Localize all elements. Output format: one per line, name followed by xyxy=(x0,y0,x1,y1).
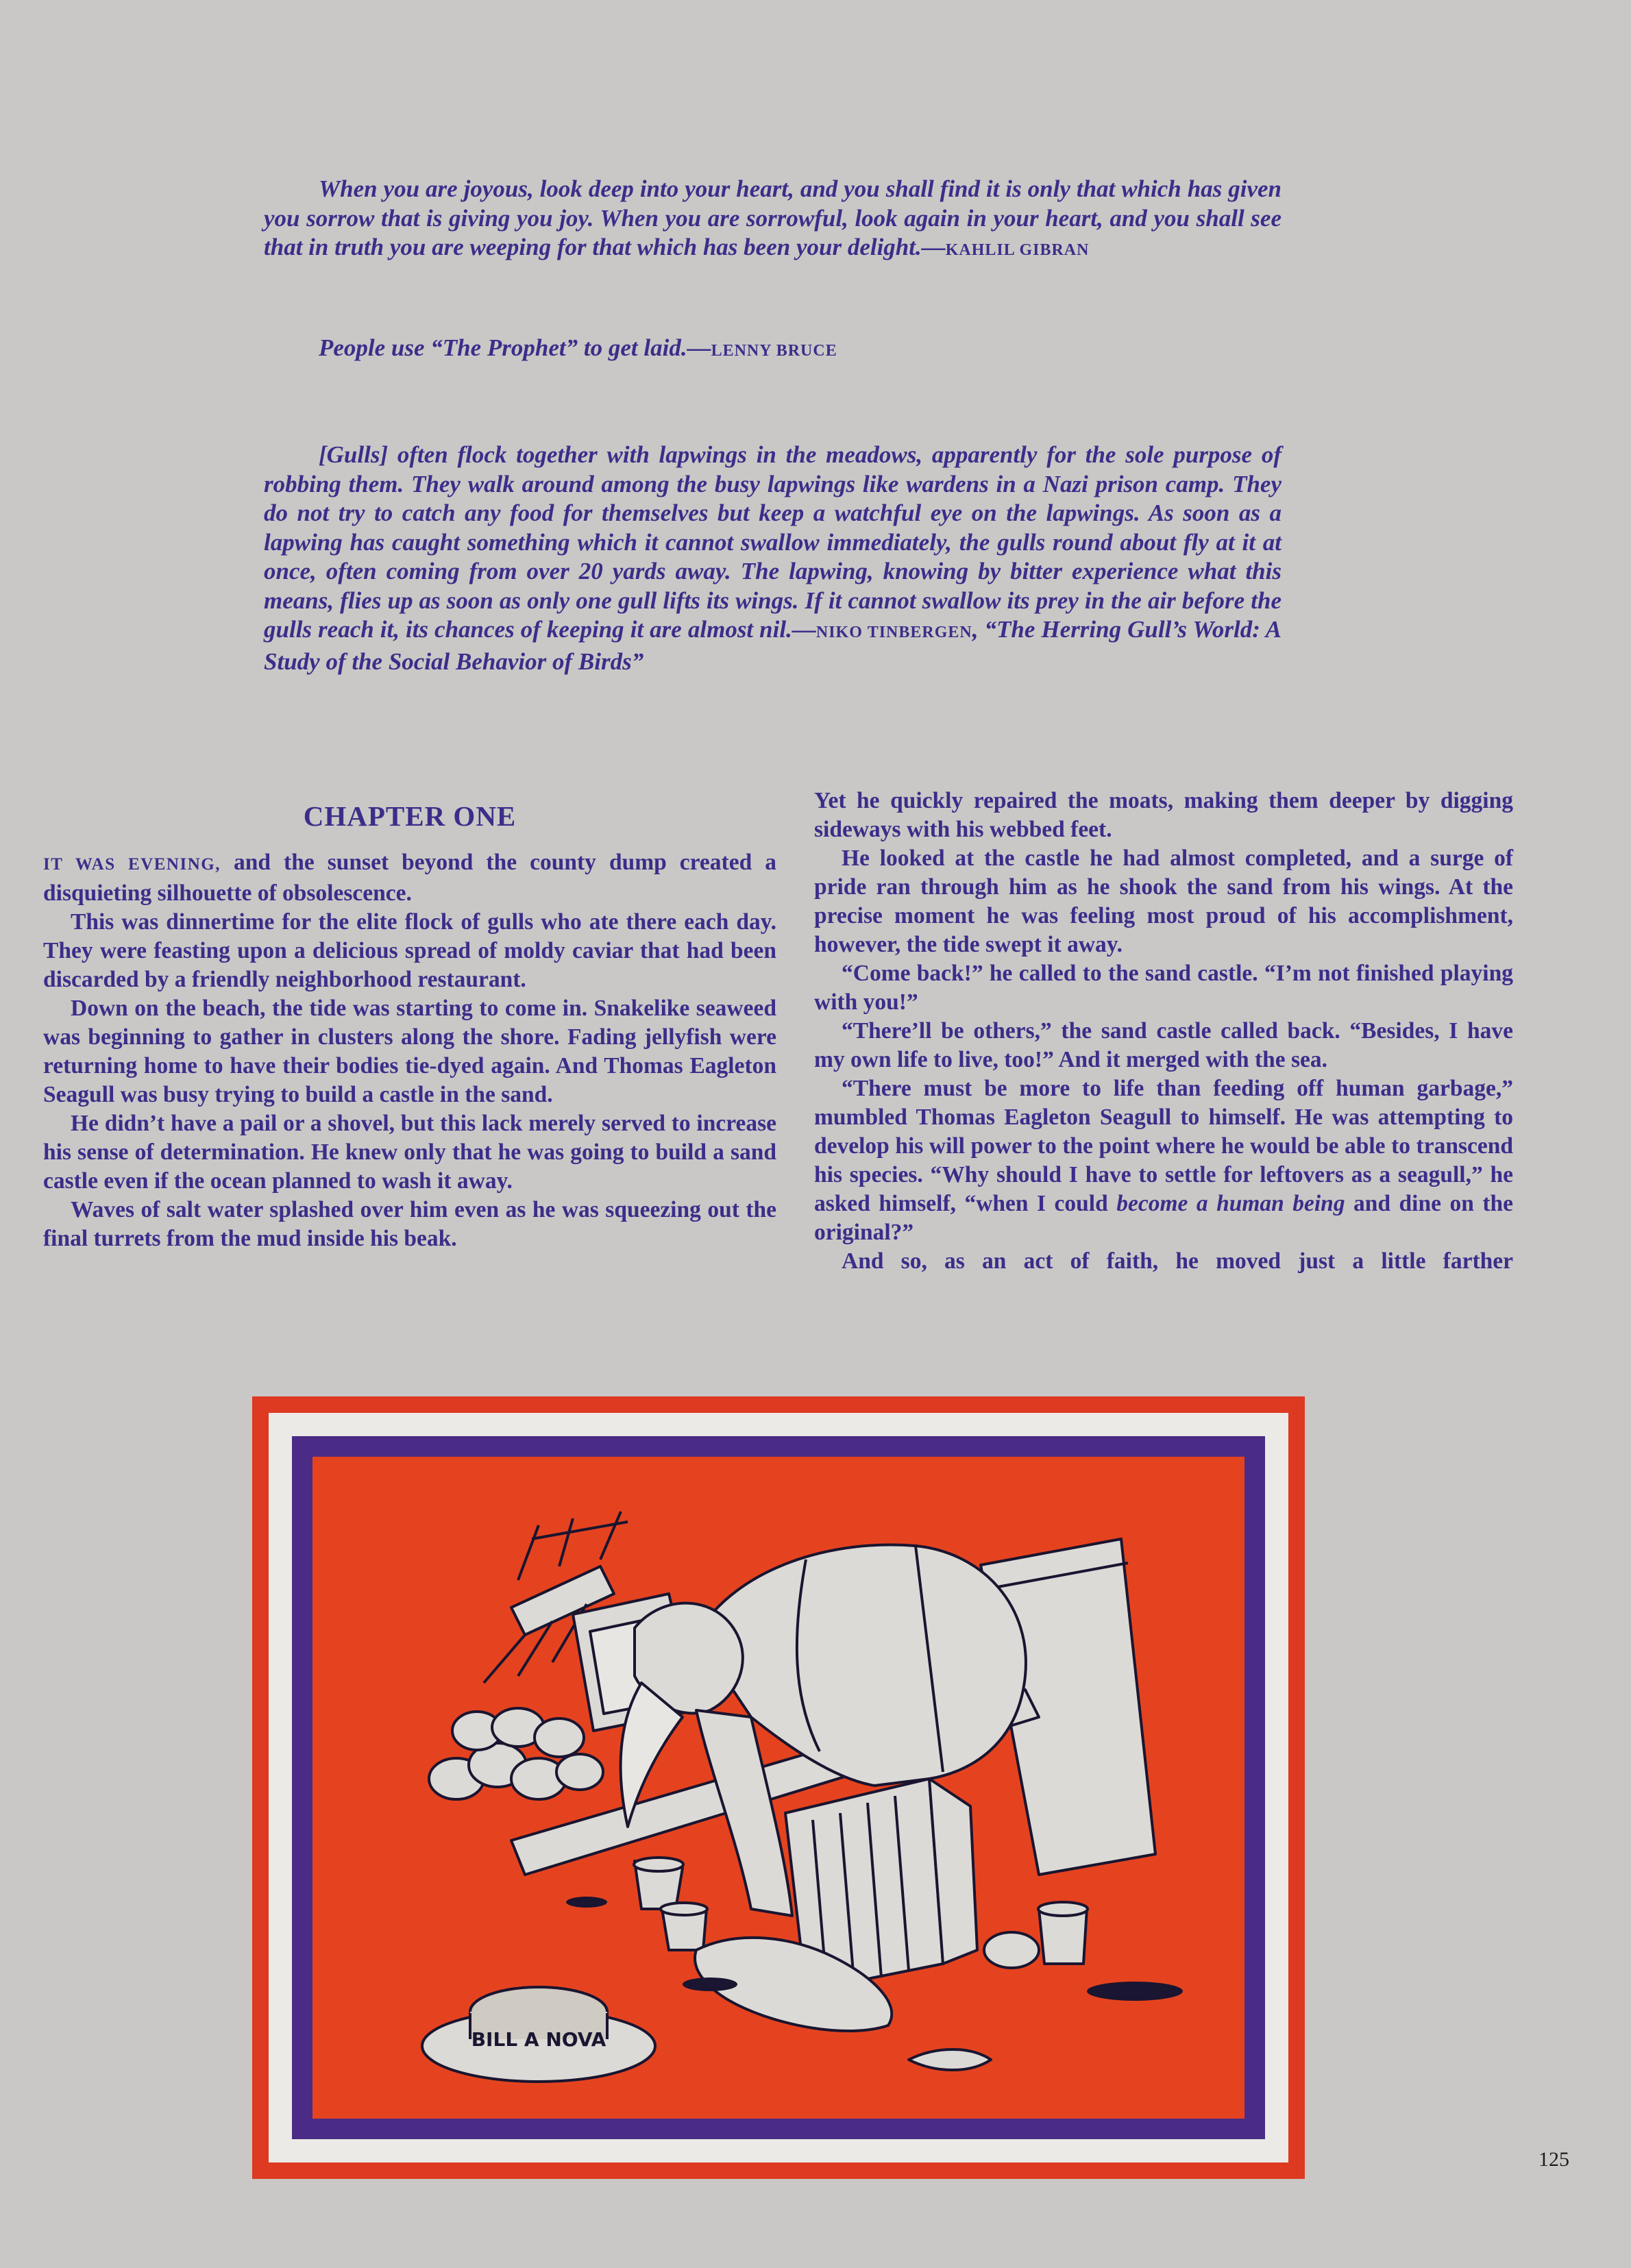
epigraph-attribution: LENNY BRUCE xyxy=(711,341,837,360)
epigraph-tinbergen: [Gulls] often flock together with lapwings in the meadows, apparently for the sole purpose of robbing them. They walk around among the busy lapwings like wardens in a Nazi prison camp. They do not try to catch any food for themselves but keep a watchful eye on the lapwings. As soon as a lapwing has caught something which it cannot swallow immediately, the gulls round about fly at it at once, often coming from over 20 yards away. The lapwing, knowing by bitter experience what this means, flies up as soon as only one gull lifts its wings. If it cannot swallow its prey in the air before the gulls reach it, its chances of keeping it are almost nil.—NIKO TINBERGEN, “The Herring Gull’s World: A Study of the Social Behavior of Birds” xyxy=(264,441,1282,675)
epigraphs xyxy=(264,175,1282,676)
chapter-heading: CHAPTER ONE xyxy=(303,800,517,832)
paragraph: Waves of salt water splashed over him even as he was squeezing out the final turrets from the mud inside his beak. xyxy=(43,1197,776,1251)
paragraph: “There must be more to life than feeding off human garbage,” mumbled Thomas Eagleton Seagull to himself. He was attempting to develop his will power to the point where he would be able to transcend his species. “Why should I have to settle for leftovers as a seagull,” he asked himself, “when I could become a human being and dine on the original?” xyxy=(814,1076,1513,1245)
paragraph: IT WAS EVENING, and the sunset beyond the county dump created a disquieting silhouette of obsolescence. xyxy=(43,850,776,906)
seagull-illustration xyxy=(312,1457,1244,2119)
epigraph-bruce: People use “The Prophet” to get laid.—LENNY BRUCE xyxy=(319,334,837,361)
illustration xyxy=(312,1457,1244,2119)
left-column xyxy=(43,795,776,1253)
paragraph: Down on the beach, the tide was starting to come in. Snakelike seaweed was beginning to gather in clusters along the shore. Fading jellyfish were returning home to have their bodies tie-dyed again. And Thomas Eagleton Seagull was busy trying to build a castle in the sand. xyxy=(43,996,776,1107)
paragraph: “There’ll be others,” the sand castle called back. “Besides, I have my own life to live, too!” And it merged with the sea. xyxy=(814,1018,1513,1072)
fish-bones xyxy=(909,2049,991,2070)
straw-hat xyxy=(422,1987,655,2082)
lead-in: IT WAS EVENING, xyxy=(43,855,221,874)
epigraph-attribution: KAHLIL GIBRAN xyxy=(945,241,1090,259)
page-number: 125 xyxy=(1538,2148,1569,2171)
paragraph: Yet he quickly repaired the moats, making them deeper by digging sideways with his webbed feet. xyxy=(814,788,1513,842)
paragraph: “Come back!” he called to the sand castle. “I’m not finished playing with you!” xyxy=(814,961,1513,1015)
paragraph: He didn’t have a pail or a shovel, but this lack merely served to increase his sense of determination. He knew only that he was going to build a sand castle even if the ocean planned to wash it away. xyxy=(43,1111,776,1194)
epigraph-gibran: When you are joyous, look deep into your heart, and you shall find it is only that which has given you sorrow that is giving you joy. When you are sorrowful, look again in your heart, and you shall see that in truth you are weeping for that which has been your delight.—KAHLIL GIBRAN xyxy=(264,175,1282,260)
epigraph-attribution: NIKO TINBERGEN xyxy=(816,624,972,641)
paragraph: This was dinnertime for the elite flock of gulls who ate there each day. They were feasting upon a delicious spread of moldy caviar that had been discarded by a friendly neighborhood restaurant. xyxy=(43,909,776,992)
pile-of-bulbs xyxy=(429,1708,603,1799)
epigraph-work-title: , “The Herring Gull’s World: A Study of the Social Behavior of Birds” xyxy=(264,616,1282,675)
hat-band-text: BILL A NOVA xyxy=(471,2028,606,2051)
paragraph: And so, as an act of faith, he moved just a little farther xyxy=(842,1248,1513,1274)
paragraph: He looked at the castle he had almost completed, and a surge of pride ran through him as he shook the sand from his wings. At the precise moment he was feeling most proud of his accomplishment, however, the tide swept it away. xyxy=(814,846,1513,957)
right-column xyxy=(814,787,1513,1276)
illustration-frame xyxy=(252,1396,1305,2179)
